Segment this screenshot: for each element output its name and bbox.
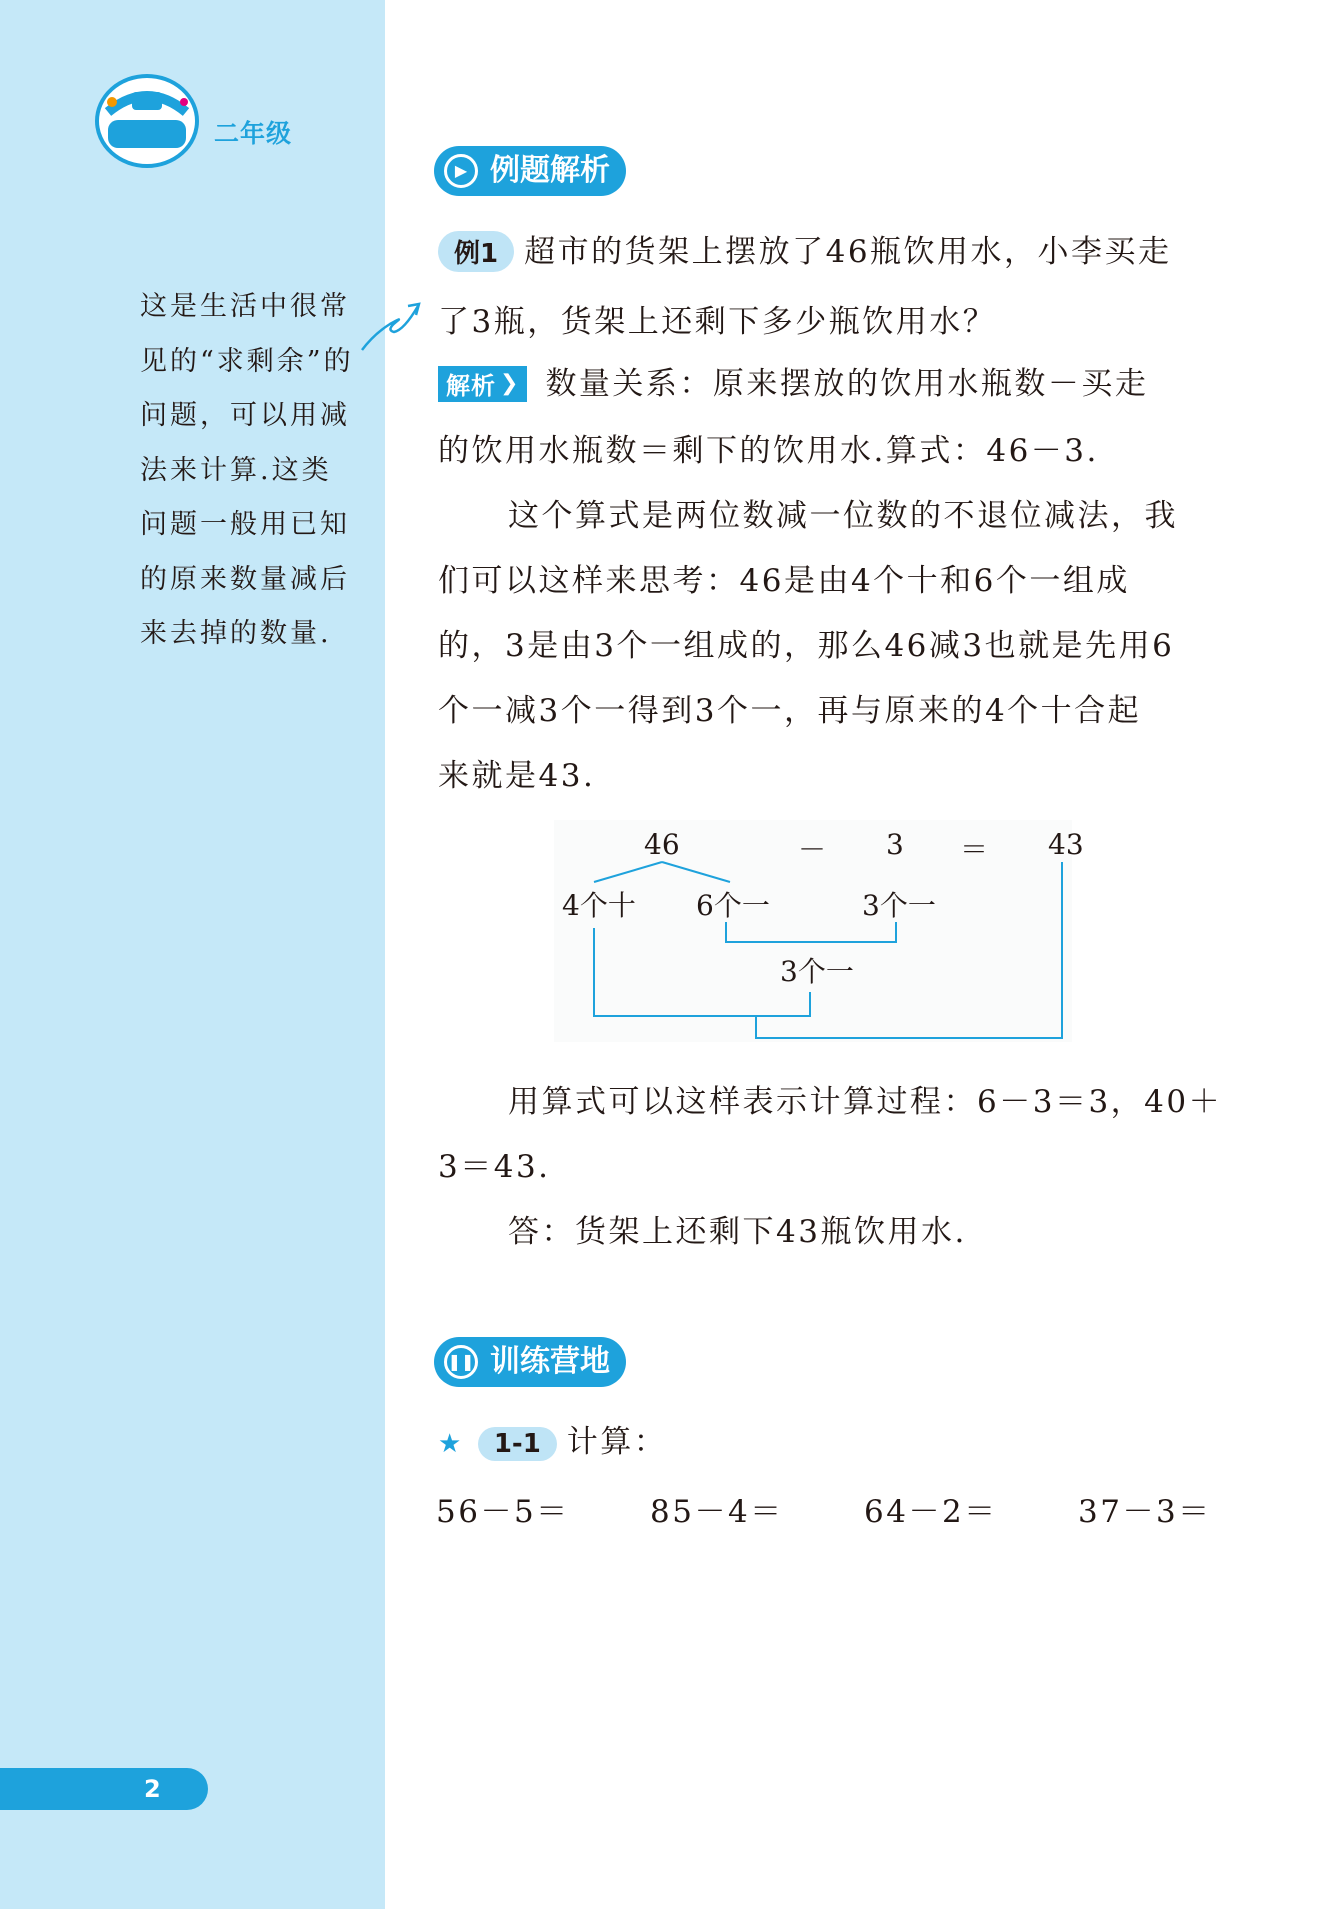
branch-line-ones: [662, 862, 730, 882]
section-title: 训练营地: [490, 1344, 610, 1379]
sidebar: [0, 0, 385, 1909]
branch-line-tens: [594, 862, 662, 882]
analysis-text: 数量关系：原来摆放的饮用水瓶数－买走: [545, 366, 1149, 402]
section-header-example: [434, 146, 626, 196]
side-note-line: 来去掉的数量.: [140, 618, 332, 649]
analysis-badge: [438, 366, 527, 402]
diagram-ones-6: 6个一: [696, 889, 770, 922]
side-note-line: 问题，可以用减: [140, 400, 350, 431]
analysis-paragraph-line: 个一减3个一得到3个一，再与原来的4个十合起: [438, 693, 1142, 729]
side-note-line: 见的“求剩余”的: [140, 345, 354, 377]
section-title: 例题解析: [490, 153, 610, 188]
chevron-right-icon: ❯: [500, 371, 520, 396]
analysis-line: 的饮用水瓶数＝剩下的饮用水.算式：46－3.: [438, 433, 1099, 469]
side-note-line: 这是生活中很常: [140, 291, 350, 322]
diagram-tens: 4个十: [562, 889, 636, 922]
analysis-paragraph-line: 这个算式是两位数减一位数的不退位减法，我: [508, 498, 1178, 534]
section-header-training: [434, 1337, 626, 1387]
exercise-item: 85－4＝: [650, 1494, 784, 1530]
pause-icon: ❚❚: [444, 1345, 478, 1379]
pointer-arrow-icon: [360, 294, 422, 354]
process-line: 3＝43.: [438, 1149, 551, 1185]
analysis-line: [438, 358, 1148, 403]
diagram-equals-sign: ＝: [960, 833, 989, 866]
exercise-header: [438, 1416, 667, 1461]
exercise-badge: 1-1: [478, 1427, 557, 1461]
bracket-ones: [726, 922, 896, 942]
star-icon: ★: [438, 1429, 464, 1459]
analysis-paragraph-line: 来就是43.: [438, 758, 596, 794]
diagram-ones-3: 3个一: [862, 889, 936, 922]
analysis-paragraph-line: 的，3是由3个一组成的，那么46减3也就是先用6: [438, 628, 1175, 664]
example-line: 了3瓶，货架上还剩下多少瓶饮用水？: [438, 304, 997, 340]
exercise-item: 64－2＝: [864, 1494, 998, 1530]
side-note: [140, 280, 362, 662]
diagram-number-46: 46: [644, 828, 680, 861]
diagram-number-43: 43: [1048, 828, 1084, 861]
example-line: [438, 226, 1172, 272]
play-icon: ▶: [444, 154, 478, 188]
exercise-item: 37－3＝: [1078, 1494, 1212, 1530]
exercise-item: 56－5＝: [436, 1494, 570, 1530]
example-text: 超市的货架上摆放了46瓶饮用水，小李买走: [524, 234, 1172, 270]
decomposition-diagram: [554, 820, 1084, 1042]
answer-line: 答：货架上还剩下43瓶饮用水.: [508, 1214, 967, 1250]
example-badge: 例1: [438, 231, 514, 272]
diagram-minus-sign: －: [798, 833, 827, 866]
page-number: 2: [0, 1768, 208, 1810]
side-note-line: 法来计算.这类: [140, 454, 332, 486]
diagram-result-ones: 3个一: [780, 955, 854, 988]
analysis-paragraph-line: 们可以这样来思考：46是由4个十和6个一组成: [438, 563, 1130, 599]
side-note-line: 问题一般用已知: [140, 509, 350, 540]
exercise-prompt: 计算：: [566, 1424, 668, 1460]
analysis-badge-label: 解析: [446, 372, 496, 400]
diagram-number-3: 3: [886, 828, 904, 861]
logo-icon: [94, 72, 200, 170]
process-line: 用算式可以这样表示计算过程：6－3＝3，40＋: [508, 1084, 1223, 1120]
side-note-line: 的原来数量减后: [140, 563, 350, 595]
grade-label: 二年级: [214, 119, 293, 148]
